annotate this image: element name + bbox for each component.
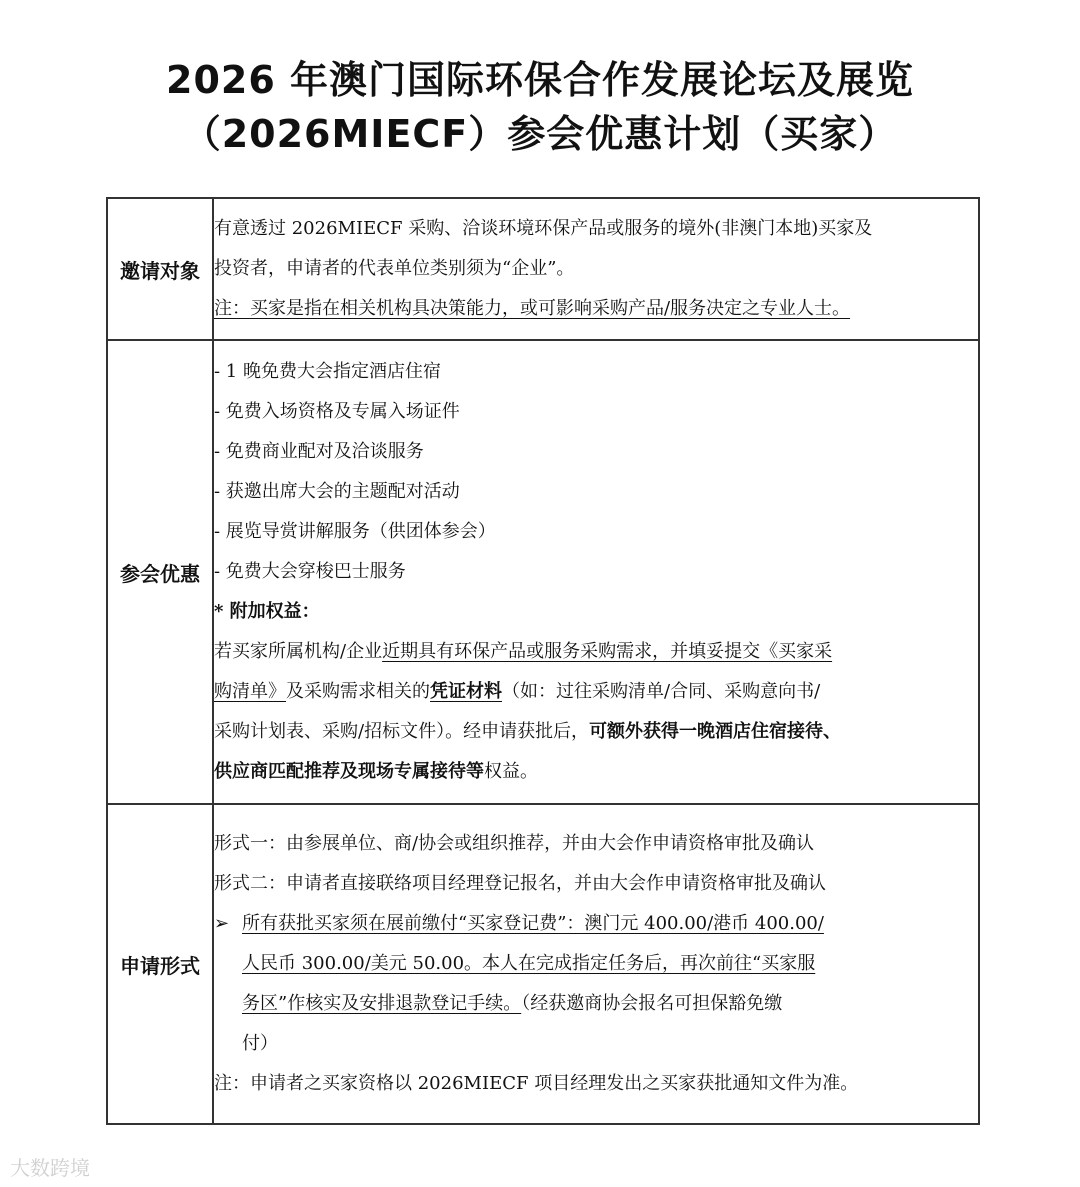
- fee-text: 人民币 300.00/美元 50.00。本人在完成指定任务后，再次前往“买家服: [242, 953, 816, 974]
- extra-text-underlined: 购清单》: [214, 681, 286, 702]
- fee-text: 务区”作核实及安排退款登记手续。: [242, 993, 522, 1014]
- arrow-bullet-icon: ➢: [214, 913, 230, 934]
- extra-benefits-line-1: [214, 632, 978, 672]
- extra-text-underlined: 近期具有环保产品或服务采购需求，并填妥提交《买家采: [382, 641, 833, 662]
- page-title-line-2: （2026MIECF）参会优惠计划（买家）: [182, 112, 898, 156]
- benefit-item: - 免费大会穿梭巴士服务: [214, 561, 406, 582]
- extra-text: 权益。: [484, 761, 538, 782]
- application-form-2: 形式二：申请者直接联络项目经理登记报名，并由大会作申请资格审批及确认: [214, 873, 826, 894]
- application-form-1: 形式一：由参展单位、商/协会或组织推荐，并由大会作申请资格审批及确认: [214, 833, 815, 854]
- benefit-item: - 展览导赏讲解服务（供团体参会）: [214, 521, 496, 542]
- extra-text: 采购计划表、采购/招标文件）。经申请获批后，: [214, 721, 590, 742]
- invitation-line-2: 投资者，申请者的代表单位类别须为“企业”。: [214, 258, 575, 279]
- invitation-line-1: 有意透过 2026MIECF 采购、洽谈环境环保产品或服务的境外(非澳门本地)买家及: [214, 218, 873, 239]
- fee-text: （经获邀商协会报名可担保豁免缴: [521, 993, 783, 1014]
- label-benefits: 参会优惠: [107, 340, 213, 804]
- row-invitation: [107, 198, 979, 340]
- benefit-item: - 1 晚免费大会指定酒店住宿: [214, 361, 441, 382]
- page-title-line-1: 2026 年澳门国际环保合作发展论坛及展览: [166, 58, 914, 102]
- extra-benefits-line-2: [214, 672, 978, 712]
- extra-text-bold: 供应商匹配推荐及现场专属接待等: [214, 761, 484, 782]
- application-form-table: [106, 197, 980, 1125]
- fee-line-1: [214, 904, 978, 944]
- benefit-item: - 免费入场资格及专属入场证件: [214, 401, 460, 422]
- benefit-item: - 免费商业配对及洽谈服务: [214, 441, 424, 462]
- fee-text: 所有获批买家须在展前缴付“买家登记费”：澳门元 400.00/港币 400.00/: [242, 913, 824, 934]
- application-note: 注：申请者之买家资格以 2026MIECF 项目经理发出之买家获批通知文件为准。: [214, 1073, 859, 1094]
- label-invitation: 邀请对象: [107, 198, 213, 340]
- row-application: [107, 804, 979, 1124]
- row-benefits: [107, 340, 979, 804]
- fee-line-4: 付）: [242, 1033, 278, 1054]
- invitation-note: 注：买家是指在相关机构具决策能力，或可影响采购产品/服务决定之专业人士。: [214, 298, 851, 319]
- extra-benefits-line-3: [214, 712, 978, 752]
- label-application: 申请形式: [107, 804, 213, 1124]
- extra-text: 及采购需求相关的: [286, 681, 430, 702]
- content-invitation: [213, 198, 979, 340]
- fee-line-2: [214, 944, 978, 984]
- extra-benefits-line-4: [214, 752, 978, 792]
- extra-benefits-heading: * 附加权益：: [214, 601, 320, 622]
- extra-text-bold: 可额外获得一晚酒店住宿接待、: [589, 721, 842, 742]
- content-benefits: [213, 340, 979, 804]
- benefit-item: - 获邀出席大会的主题配对活动: [214, 481, 460, 502]
- watermark: 大数跨境: [10, 1156, 90, 1180]
- fee-line-3: [214, 984, 978, 1024]
- extra-text: 若买家所属机构/企业: [214, 641, 383, 662]
- extra-text: （如：过往采购清单/合同、采购意向书/: [502, 681, 821, 702]
- content-application: [213, 804, 979, 1124]
- extra-text-bold: 凭证材料: [430, 681, 502, 702]
